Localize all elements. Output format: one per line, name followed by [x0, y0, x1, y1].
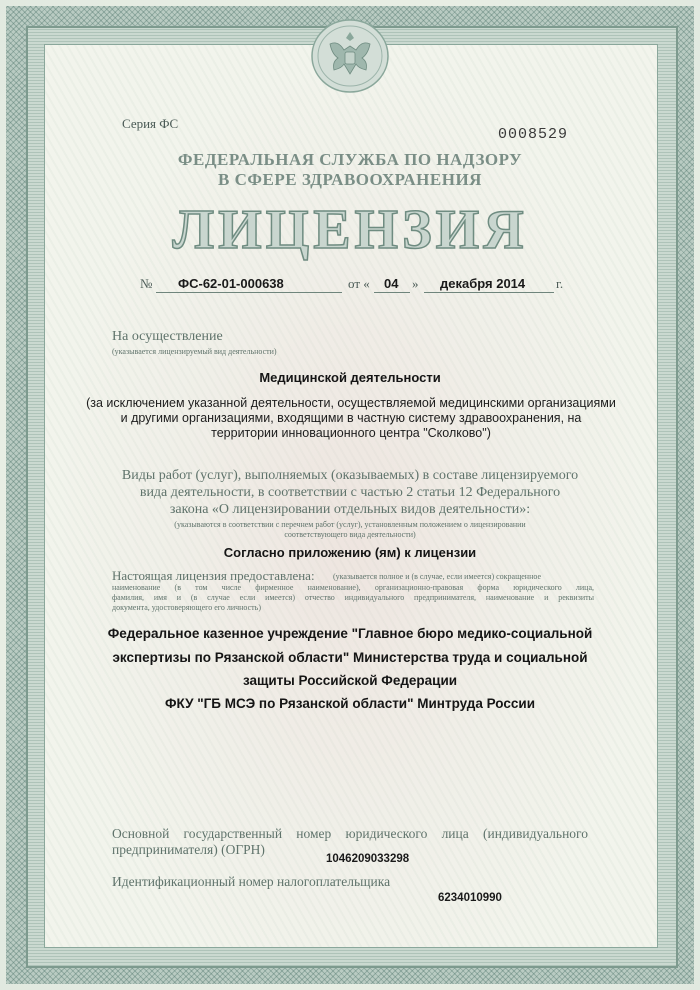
day-underline	[374, 292, 410, 293]
works-label-3: закона «О лицензировании отдельных видов деятельности»:	[169, 502, 531, 517]
works-label-1: Виды работ (услуг), выполняемых (оказываемых) в составе лицензируемого	[121, 468, 579, 483]
ogrn-label-2: предпринимателя) (ОГРН)	[112, 842, 265, 857]
granted-hint-4: документа, удостоверяющего его личность)	[112, 603, 261, 612]
licensee-short-name: ФКУ "ГБ МСЭ по Рязанской области" Минтруда России	[165, 696, 535, 711]
works-value: Согласно приложению (ям) к лицензии	[223, 545, 477, 560]
number-sign: №	[140, 276, 153, 291]
licensee-name-2: экспертизы по Рязанской области" Министерства труда и социальной	[112, 650, 588, 665]
license-month-year: декабря 2014	[440, 276, 526, 291]
licensee-name-3: защиты Российской Федерации	[242, 673, 458, 688]
works-hint-2: соответствующего вида деятельности)	[284, 530, 416, 539]
activity-label: На осуществление	[112, 329, 223, 344]
date-from-label: от «	[348, 276, 370, 291]
year-suffix: г.	[556, 276, 564, 291]
activity-exception-1: (за исключением указанной деятельности, осуществляемой медицинскими организациями	[86, 396, 616, 410]
granted-hint-3: фамилия, имя и (в случае если имеется) отчество индивидуального предпринимателя, наименование и реквизиты	[112, 593, 594, 602]
granted-label: Настоящая лицензия предоставлена:	[112, 568, 315, 583]
number-underline	[156, 292, 342, 293]
date-close-quote: »	[412, 276, 419, 291]
license-number: ФС-62-01-000638	[178, 276, 284, 291]
agency-line-2: В СФЕРЕ ЗДРАВООХРАНЕНИЯ	[218, 170, 482, 189]
licensee-name-1: Федеральное казенное учреждение "Главное бюро медико-социальной	[107, 626, 593, 641]
inn-value: 6234010990	[438, 892, 502, 904]
ogrn-label-1: Основной государственный номер юридического лица (индивидуального	[112, 826, 588, 841]
granted-hint-2: наименование (в том числе фирменное наименование), организационно-правовая форма юридического лица,	[112, 583, 594, 592]
agency-line-1: ФЕДЕРАЛЬНАЯ СЛУЖБА ПО НАДЗОРУ	[177, 150, 523, 169]
works-label-2: вида деятельности, в соответствии с частью 2 статьи 12 Федерального	[139, 485, 561, 500]
granted-hint-1: (указывается полное и (в случае, если имеется) сокращенное	[333, 572, 542, 581]
series-label: Серия ФС	[122, 116, 179, 131]
coat-of-arms-emblem	[310, 18, 390, 94]
document-title: ЛИЦЕНЗИЯ	[172, 199, 528, 261]
activity-value: Медицинской деятельности	[259, 370, 441, 385]
activity-exception-3: территории инновационного центра "Сколково")	[211, 426, 491, 440]
month-underline	[424, 292, 554, 293]
activity-exception-2: и другими организациями, входящими в частную систему здравоохранения, на	[120, 411, 582, 425]
license-blank-number: 0008529	[498, 126, 569, 143]
inn-label: Идентификационный номер налогоплательщика	[112, 874, 391, 889]
ogrn-value: 1046209033298	[326, 853, 410, 865]
license-day: 04	[384, 276, 399, 291]
activity-hint: (указывается лицензируемый вид деятельности)	[112, 347, 277, 356]
works-hint-1: (указываются в соответствии с перечнем работ (услуг), установленным положением о лицензировании	[174, 520, 526, 529]
